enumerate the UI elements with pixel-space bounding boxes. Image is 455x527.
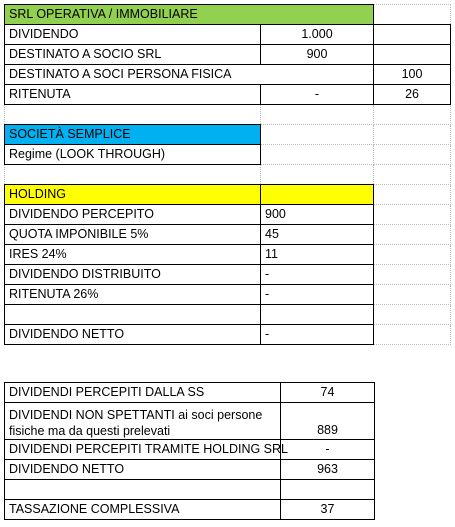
table-row (5, 403, 375, 440)
summary-table (4, 382, 375, 520)
holding-row-label: DIVIDENDO NETTO (5, 325, 261, 345)
table-row (5, 325, 451, 345)
srl-persona-fisica-value: 100 (374, 65, 451, 85)
srl-header-row (5, 5, 451, 25)
table-row (5, 205, 451, 225)
holding-header-row (5, 185, 451, 205)
holding-row-value: - (261, 285, 374, 305)
summary-row-value: - (281, 440, 375, 460)
holding-row-value: 900 (261, 205, 374, 225)
srl-ritenuta-value2: 26 (374, 85, 451, 105)
holding-row-label: RITENUTA 26% (5, 285, 261, 305)
summary-row-label: DIVIDENDI PERCEPITI DALLA SS (5, 383, 281, 403)
srl-dividendo-label: DIVIDENDO (5, 25, 261, 45)
summary-row-value: 74 (281, 383, 375, 403)
table-row (5, 285, 451, 305)
srl-ritenuta-value1: - (261, 85, 374, 105)
table-row (5, 383, 375, 403)
table-row (5, 440, 375, 460)
holding-row-value: 45 (261, 225, 374, 245)
summary-row-value: 889 (281, 403, 375, 440)
srl-persona-fisica-label: DESTINATO A SOCI PERSONA FISICA (5, 65, 374, 85)
srl-title: SRL OPERATIVA / IMMOBILIARE (5, 5, 374, 25)
srl-ritenuta-label: RITENUTA (5, 85, 261, 105)
table-row (5, 245, 451, 265)
table-row (5, 85, 451, 105)
total-row (5, 500, 375, 520)
holding-row-label: QUOTA IMPONIBILE 5% (5, 225, 261, 245)
summary-row-label: DIVIDENDI PERCEPITI TRAMITE HOLDING SRL (5, 440, 281, 460)
total-value: 37 (281, 500, 375, 520)
holding-row-label: IRES 24% (5, 245, 261, 265)
main-sheet-table (4, 4, 451, 345)
ss-title: SOCIETÀ SEMPLICE (5, 125, 261, 145)
summary-row-label: DIVIDENDI NON SPETTANTI ai soci persone fisiche ma da questi prelevati (5, 403, 281, 440)
srl-socio-srl-label: DESTINATO A SOCIO SRL (5, 45, 261, 65)
table-row (5, 265, 451, 285)
holding-row-value: - (261, 265, 374, 285)
table-row (5, 145, 451, 165)
ss-regime: Regime (LOOK THROUGH) (5, 145, 261, 165)
srl-socio-srl-value: 900 (261, 45, 374, 65)
holding-title: HOLDING (5, 185, 261, 205)
holding-row-value: - (261, 325, 374, 345)
srl-dividendo-value: 1.000 (261, 25, 374, 45)
ss-header-row (5, 125, 451, 145)
table-row (5, 225, 451, 245)
holding-row-value: 11 (261, 245, 374, 265)
table-row (5, 460, 375, 480)
total-label: TASSAZIONE COMPLESSIVA (5, 500, 281, 520)
table-row (5, 45, 451, 65)
table-row (5, 305, 451, 325)
holding-row-label: DIVIDENDO DISTRIBUITO (5, 265, 261, 285)
holding-row-label: DIVIDENDO PERCEPITO (5, 205, 261, 225)
summary-row-label: DIVIDENDO NETTO (5, 460, 281, 480)
table-row (5, 480, 375, 500)
summary-row-value: 963 (281, 460, 375, 480)
table-row (5, 65, 451, 85)
table-row (5, 25, 451, 45)
